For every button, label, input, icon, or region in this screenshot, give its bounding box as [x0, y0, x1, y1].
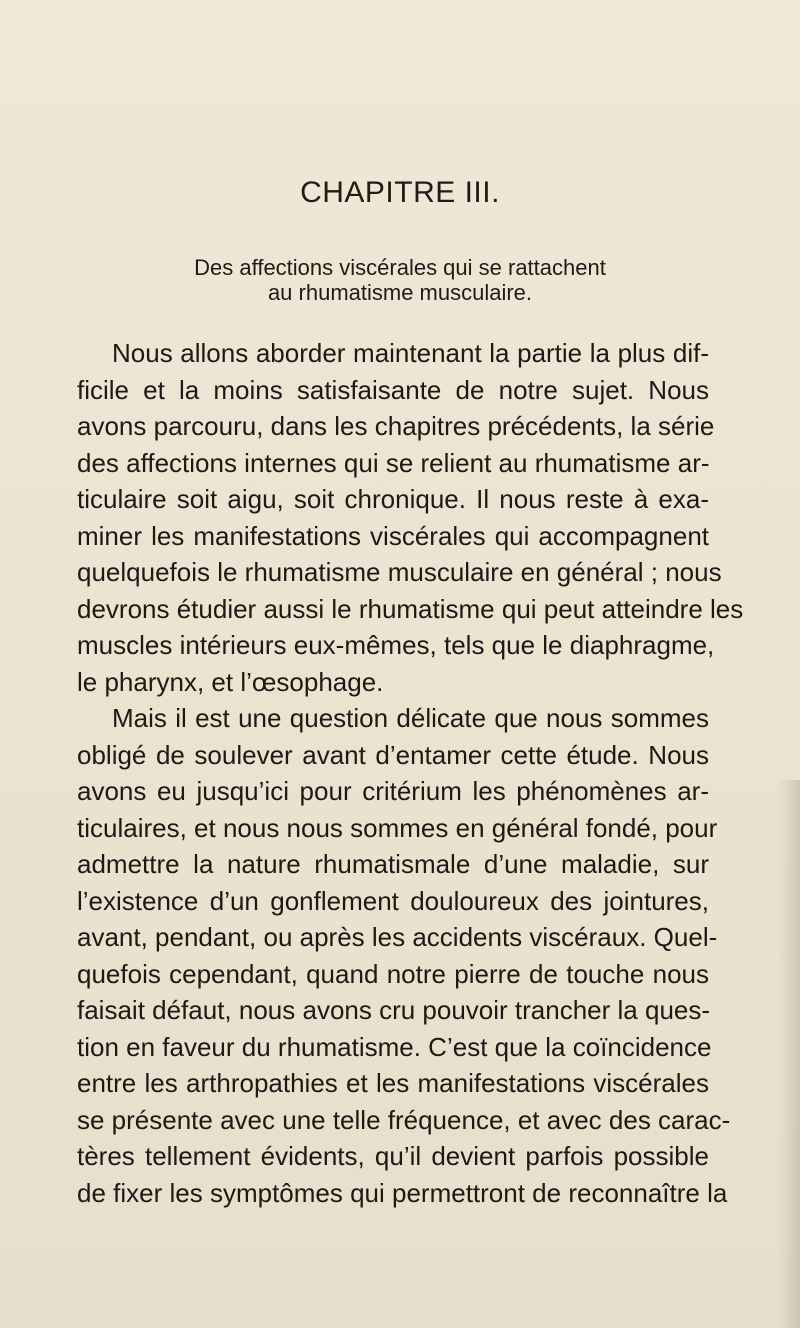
text-line: tion en faveur du rhumatisme. C’est que la coïncidence	[77, 1031, 712, 1062]
text-line: le pharynx, et l’œsophage.	[77, 666, 384, 697]
text-line: entre les arthropathies et les manifestations viscérales	[77, 1068, 709, 1098]
text-line: Mais il est une question délicate que nous sommes	[112, 703, 709, 733]
text-line: devrons étudier aussi le rhumatisme qui peut atteindre les	[77, 593, 744, 624]
text-line: de fixer les symptômes qui permettront de reconnaître la	[77, 1177, 728, 1208]
text-line: Nous allons aborder maintenant la partie la plus dif-	[112, 338, 709, 368]
chapter-subtitle-line-1: Des affections viscérales qui se rattachent	[194, 255, 606, 280]
text-line: quelquefois le rhumatisme musculaire en général ; nous	[77, 557, 722, 587]
text-line: l’existence d’un gonflement douloureux des jointures,	[77, 885, 709, 916]
text-line: des affections internes qui se relient au rhumatisme ar-	[77, 447, 710, 478]
page-edge-shadow	[778, 780, 800, 1328]
body-text	[77, 335, 744, 1211]
text-line: miner les manifestations viscérales qui accompagnent	[77, 520, 709, 551]
text-line: se présente avec une telle fréquence, et avec des carac-	[77, 1104, 731, 1135]
chapter-subtitle-line-2: au rhumatisme musculaire.	[267, 280, 533, 305]
text-line: admettre la nature rhumatismale d’une maladie, sur	[77, 849, 709, 879]
text-line: quefois cependant, quand notre pierre de touche nous	[77, 958, 709, 989]
text-line: ficile et la moins satisfaisante de notre sujet. Nous	[77, 374, 709, 405]
text-line: muscles intérieurs eux-mêmes, tels que le diaphragme,	[77, 630, 715, 660]
text-line: avant, pendant, ou après les accidents viscéraux. Quel-	[77, 922, 718, 952]
text-line: faisait défaut, nous avons cru pouvoir trancher la ques-	[77, 995, 711, 1025]
text-line: avons parcouru, dans les chapitres précédents, la série	[77, 411, 715, 441]
chapter-title: CHAPITRE III.	[300, 176, 500, 209]
text-line: tères tellement évidents, qu’il devient parfois possible	[77, 1141, 709, 1171]
text-line: avons eu jusqu’ici pour critérium les phénomènes ar-	[77, 776, 709, 806]
text-line: obligé de soulever avant d’entamer cette étude. Nous	[77, 739, 709, 770]
text-line: ticulaires, et nous nous sommes en général fondé, pour	[77, 812, 718, 843]
text-line: ticulaire soit aigu, soit chronique. Il nous reste à exa-	[77, 484, 709, 514]
